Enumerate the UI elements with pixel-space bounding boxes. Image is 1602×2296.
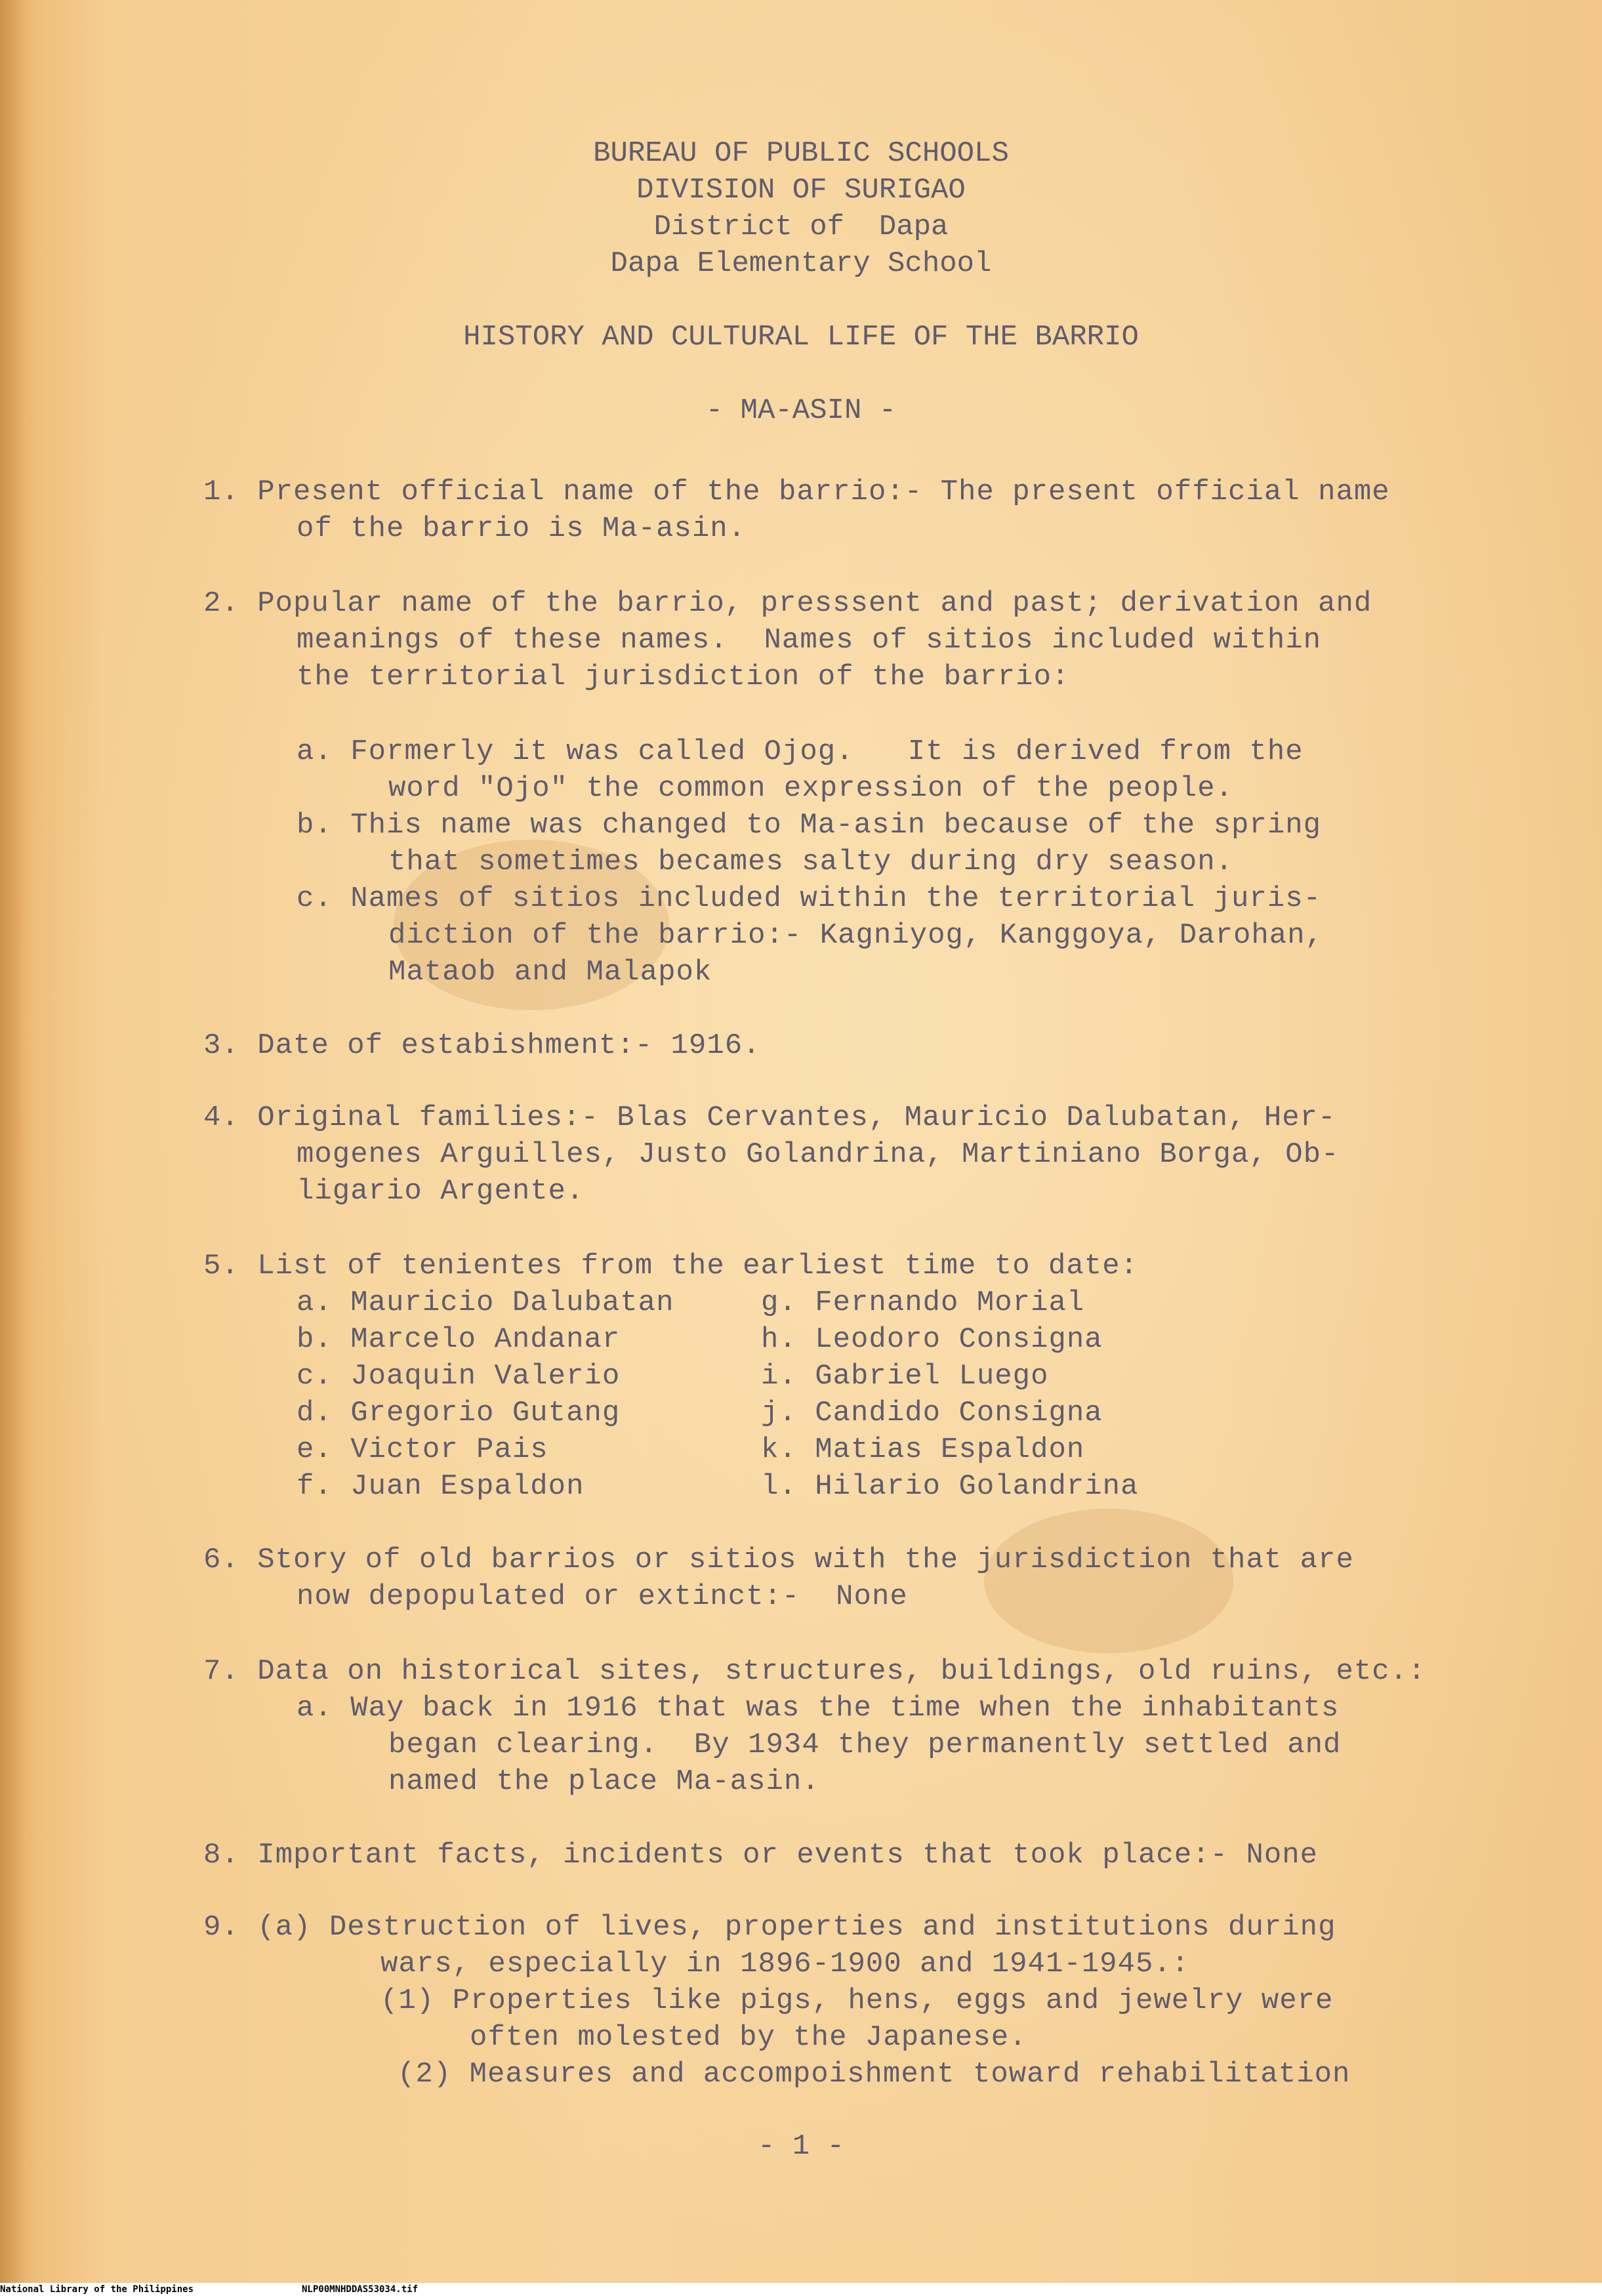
item-6-line-1: 6. Story of old barrios or sitios with the jurisdiction that are (203, 1544, 1354, 1576)
barrio-subtitle: - MA-ASIN - (705, 394, 897, 427)
item-2c-line-2: diction of the barrio:- Kagniyog, Kanggoya, Darohan, (388, 919, 1324, 952)
footer-library: National Library of the Philippines (0, 2284, 194, 2295)
item-2b-line-2: that sometimes becames salty during dry season. (388, 846, 1234, 878)
teniente-left-a: a. Mauricio Dalubatan (297, 1286, 674, 1319)
header-bureau: BUREAU OF PUBLIC SCHOOLS (593, 137, 1009, 170)
item-2c-line-1: c. Names of sitios included within the territorial juris- (297, 882, 1322, 915)
item-9-p1-line-2: often molested by the Japanese. (470, 2021, 1027, 2054)
item-1-line-1: 1. Present official name of the barrio:- The present official name (203, 476, 1390, 508)
item-9-p1-line-1: (1) Properties like pigs, hens, eggs and jewelry were (380, 1984, 1334, 2017)
item-2b-line-1: b. This name was changed to Ma-asin because of the spring (297, 809, 1322, 842)
item-2a-line-1: a. Formerly it was called Ojog. It is derived from the (297, 735, 1304, 768)
teniente-right-j: j. Candido Consigna (761, 1397, 1103, 1429)
item-9-line-1: 9. (a) Destruction of lives, properties and institutions during (203, 1911, 1336, 1944)
teniente-left-d: d. Gregorio Gutang (297, 1397, 621, 1429)
item-2c-line-3: Mataob and Malapok (388, 956, 712, 989)
item-4-line-3: ligario Argente. (297, 1175, 585, 1208)
page-number: - 1 - (757, 2130, 845, 2163)
item-7a-line-2: began clearing. By 1934 they permanently settled and (388, 1729, 1342, 1761)
scan-footer (0, 2283, 1602, 2296)
teniente-left-e: e. Victor Pais (297, 1433, 548, 1466)
paper-stain (984, 1509, 1233, 1653)
teniente-right-g: g. Fernando Morial (761, 1286, 1085, 1319)
item-1-line-2: of the barrio is Ma-asin. (297, 512, 747, 545)
teniente-right-i: i. Gabriel Luego (761, 1360, 1049, 1393)
footer-file: NLP00MNHDDAS53034.tif (302, 2284, 419, 2295)
item-2a-line-2: word "Ojo" the common expression of the people. (388, 772, 1234, 805)
item-4-line-1: 4. Original families:- Blas Cervantes, Mauricio Dalubatan, Her- (203, 1101, 1336, 1134)
item-2-line-2: meanings of these names. Names of sitios included within (297, 624, 1322, 657)
teniente-right-l: l. Hilario Golandrina (761, 1470, 1139, 1503)
item-3-line-1: 3. Date of estabishment:- 1916. (203, 1029, 761, 1062)
document-title: HISTORY AND CULTURAL LIFE OF THE BARRIO (463, 321, 1139, 354)
teniente-right-h: h. Leodoro Consigna (761, 1323, 1103, 1356)
item-5-line-1: 5. List of tenientes from the earliest time to date: (203, 1250, 1139, 1282)
teniente-right-k: k. Matias Espaldon (761, 1433, 1085, 1466)
item-2-line-3: the territorial jurisdiction of the barrio: (297, 661, 1070, 693)
item-2-line-1: 2. Popular name of the barrio, presssent and past; derivation and (203, 587, 1372, 620)
item-9-p2-line-1: (2) Measures and accompoishment toward rehabilitation (398, 2058, 1351, 2091)
item-8-line-1: 8. Important facts, incidents or events that took place:- None (203, 1839, 1319, 1872)
item-7-line-1: 7. Data on historical sites, structures, buildings, old ruins, etc.: (203, 1655, 1426, 1688)
header-school: Dapa Elementary School (610, 247, 992, 280)
teniente-left-f: f. Juan Espaldon (297, 1470, 585, 1503)
item-4-line-2: mogenes Arguilles, Justo Golandrina, Martiniano Borga, Ob- (297, 1138, 1340, 1171)
item-7a-line-3: named the place Ma-asin. (388, 1765, 820, 1798)
teniente-left-c: c. Joaquin Valerio (297, 1360, 621, 1393)
item-6-line-2: now depopulated or extinct:- None (297, 1580, 908, 1613)
teniente-left-b: b. Marcelo Andanar (297, 1323, 621, 1356)
header-district: District of Dapa (653, 211, 949, 243)
header-division: DIVISION OF SURIGAO (636, 174, 966, 207)
item-9-line-2: wars, especially in 1896-1900 and 1941-1945.: (380, 1948, 1190, 1980)
item-7a-line-1: a. Way back in 1916 that was the time when the inhabitants (297, 1692, 1340, 1725)
